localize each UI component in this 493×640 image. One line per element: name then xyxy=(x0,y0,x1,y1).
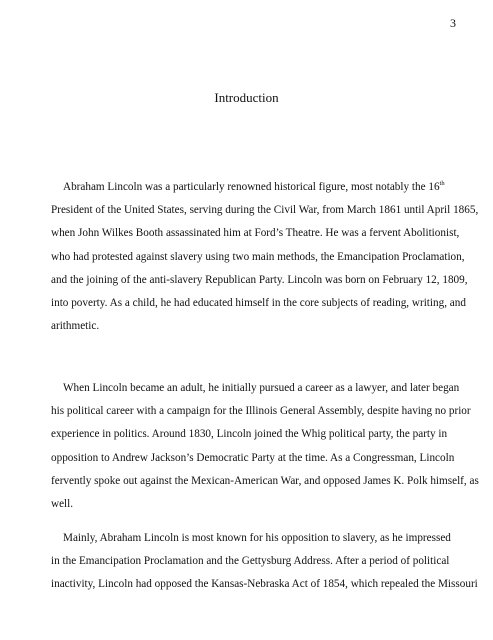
paragraph-line: in the Emancipation Proclamation and the Gettysburg Address. After a period of political xyxy=(51,555,450,568)
paragraph-2 xyxy=(51,377,479,516)
paragraph-line: fervently spoke out against the Mexican-American War, and opposed James K. Polk himself, as xyxy=(51,474,479,487)
page-title: Introduction xyxy=(214,90,279,105)
paragraph-line: When Lincoln became an adult, he initially pursued a career as a lawyer, and later began xyxy=(63,382,460,394)
paragraph-line: who had protested against slavery using two main methods, the Emancipation Proclamation, xyxy=(51,250,465,263)
paragraph-line: into poverty. As a child, he had educated himself in the core subjects of reading, writing, and xyxy=(51,296,466,309)
paragraph-line: arithmetic. xyxy=(51,320,100,333)
paragraph-3 xyxy=(51,527,478,597)
page-number: 3 xyxy=(450,16,456,30)
paragraph-line xyxy=(51,176,461,199)
paragraph-line: his political career with a campaign for the Illinois General Assembly, despite having no prior xyxy=(51,405,471,418)
paragraph-line: President of the United States, serving during the Civil War, from March 1861 until April 1865, xyxy=(51,204,479,217)
line-text: Abraham Lincoln was a particularly renowned historical figure, most notably the 16 xyxy=(63,181,440,193)
paragraph-line: and the joining of the anti-slavery Republican Party. Lincoln was born on February 12, 1809, xyxy=(51,273,468,286)
paragraph-line: opposition to Andrew Jackson’s Democratic Party at the time. As a Congressman, Lincoln xyxy=(51,451,455,464)
paragraph-1 xyxy=(51,176,479,338)
superscript-ordinal: th xyxy=(439,180,445,187)
paragraph-line: well. xyxy=(51,497,74,510)
paragraph-line: experience in politics. Around 1830, Lincoln joined the Whig political party, the party in xyxy=(51,428,448,441)
paragraph-line: Mainly, Abraham Lincoln is most known for his opposition to slavery, as he impressed xyxy=(63,532,451,544)
paragraph-line: when John Wilkes Booth assassinated him at Ford’s Theatre. He was a fervent Abolitionist, xyxy=(51,227,460,240)
paragraph-line: inactivity, Lincoln had opposed the Kansas-Nebraska Act of 1854, which repealed the Missouri xyxy=(51,578,478,591)
